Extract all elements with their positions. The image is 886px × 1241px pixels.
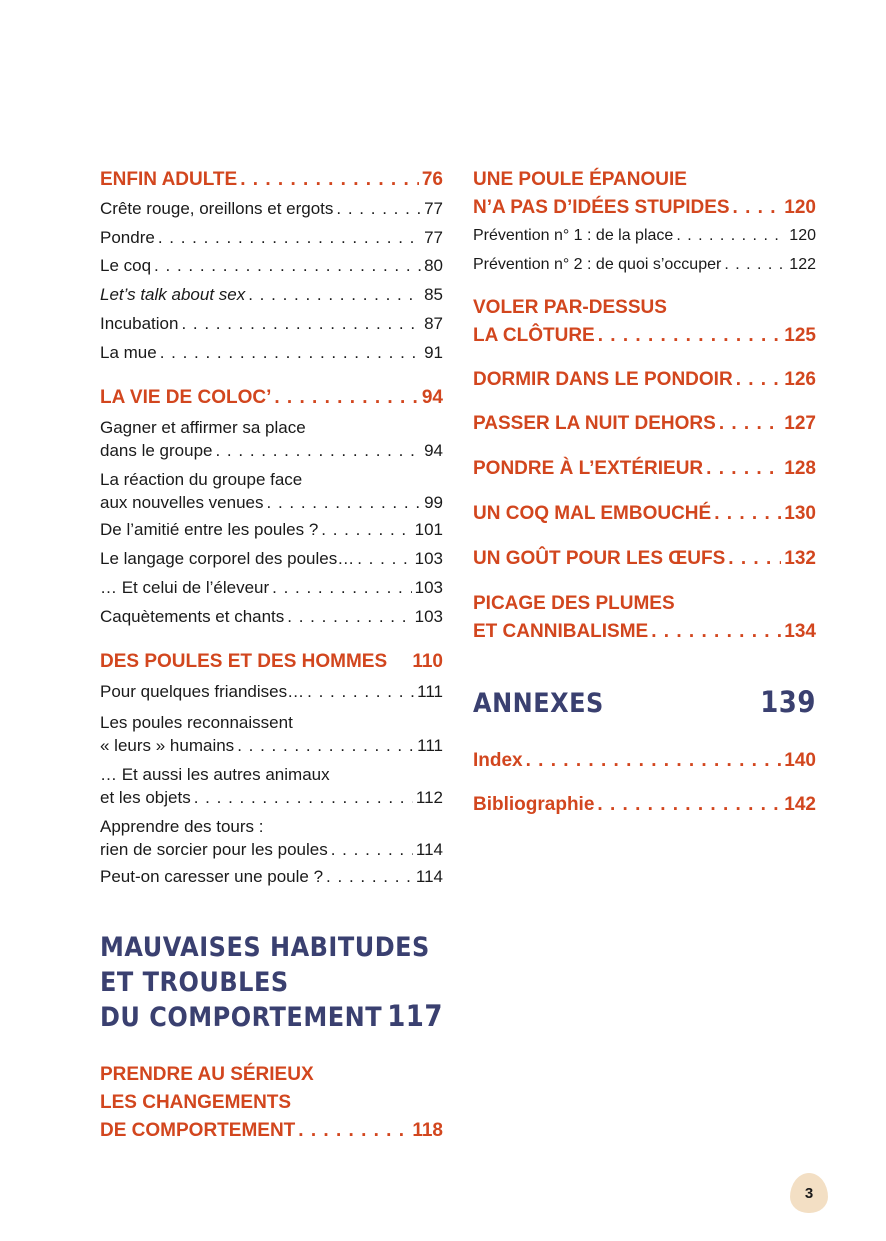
toc-entry[interactable] — [100, 281, 443, 310]
entry-title: Le coq — [100, 256, 152, 276]
toc-entry[interactable] — [100, 468, 443, 514]
entry-title: « leurs » humains — [100, 736, 235, 756]
page-number: 111 — [417, 736, 443, 756]
dot-leader — [298, 1117, 409, 1145]
section-title-line1: UNE POULE ÉPANOUIE — [473, 169, 687, 190]
toc-entry[interactable] — [100, 224, 443, 253]
page-number: 110 — [412, 650, 443, 672]
page-number: 112 — [415, 788, 443, 808]
entry-title: Let’s talk about sex — [100, 285, 246, 305]
entry-title-line1: Les poules reconnaissent — [100, 713, 293, 733]
section-poule-epanouie — [473, 166, 816, 222]
dot-leader — [181, 310, 421, 339]
section-poules-hommes — [100, 648, 443, 677]
entry-title: Pour quelques friandises… — [100, 682, 305, 702]
page-number: 142 — [784, 794, 816, 816]
entry-title: dans le groupe — [100, 441, 213, 461]
dot-leader — [728, 545, 781, 574]
page-number: 139 — [760, 685, 816, 720]
entry-title: Prévention n° 2 : de quoi s’occuper — [473, 255, 722, 273]
dot-leader — [357, 545, 411, 574]
toc-entry[interactable] — [473, 455, 816, 484]
entry-title: De l’amitié entre les poules ? — [100, 520, 319, 540]
page-number: 111 — [417, 682, 443, 702]
toc-entry[interactable] — [100, 711, 443, 757]
section-title: PASSER LA NUIT DEHORS — [473, 413, 716, 435]
toc-entry[interactable] — [473, 590, 816, 646]
dot-leader — [307, 678, 414, 707]
dot-leader — [274, 384, 418, 413]
section-title-line2: LA CLÔTURE — [473, 324, 595, 346]
section-voler — [473, 294, 816, 350]
entry-title: Caquètements et chants — [100, 606, 285, 626]
entry-title: Incubation — [100, 313, 179, 333]
section-prendre-au-serieux — [100, 1061, 443, 1145]
entry-title-line1: … Et aussi les autres animaux — [100, 765, 330, 785]
page-number: 127 — [784, 413, 816, 435]
toc-entry[interactable] — [100, 384, 443, 413]
toc-entry[interactable] — [473, 294, 816, 350]
dot-leader — [215, 439, 421, 462]
dot-leader — [321, 516, 411, 545]
page-number: 114 — [415, 867, 443, 887]
toc-entry[interactable] — [100, 166, 443, 195]
section-title: Bibliographie — [473, 794, 595, 816]
dot-leader — [651, 618, 781, 646]
section-enfin-adulte — [100, 166, 443, 195]
toc-entry[interactable] — [473, 791, 816, 820]
part-title-line1: MAUVAISES HABITUDES — [100, 931, 430, 963]
dot-leader — [736, 366, 782, 395]
toc-entry[interactable] — [473, 366, 816, 395]
dot-leader — [248, 281, 421, 310]
toc-left-column — [100, 166, 443, 1145]
page-number: 125 — [784, 324, 816, 346]
section-title: UN GOÛT POUR LES ŒUFS — [473, 547, 726, 569]
entry-title-line1: La réaction du groupe face — [100, 470, 303, 490]
section-title: UN COQ MAL EMBOUCHÉ — [473, 502, 712, 524]
part-title-line2: ET TROUBLES — [100, 966, 289, 998]
dot-leader — [326, 863, 413, 892]
toc-entry[interactable] — [100, 1061, 443, 1145]
toc-entry[interactable] — [100, 252, 443, 281]
toc-entry[interactable] — [100, 310, 443, 339]
page-number: 120 — [789, 227, 816, 244]
toc-entry[interactable] — [100, 195, 443, 224]
entry-title-line1: Apprendre des tours : — [100, 817, 264, 837]
section-title: LA VIE DE COLOC’ — [100, 386, 272, 408]
toc-entry[interactable] — [100, 603, 443, 632]
dot-leader — [272, 574, 411, 603]
section-pondre-exterieur — [473, 455, 816, 484]
page-number: 118 — [412, 1119, 443, 1141]
toc-entry[interactable] — [100, 574, 443, 603]
page-number: 117 — [387, 1000, 443, 1034]
dot-leader — [267, 491, 422, 514]
toc-entry[interactable] — [100, 516, 443, 545]
section-title-line2: ET CANNIBALISME — [473, 620, 649, 642]
dot-leader — [724, 251, 786, 280]
entry-title: La mue — [100, 342, 157, 362]
toc-entry[interactable] — [473, 545, 816, 574]
page-number: 77 — [424, 198, 443, 218]
toc-entry[interactable] — [100, 815, 443, 861]
page-number: 99 — [424, 493, 443, 513]
annex-index — [473, 747, 816, 776]
page-number: 87 — [424, 313, 443, 333]
toc-entry[interactable] — [100, 416, 443, 462]
toc-entry[interactable] — [473, 222, 816, 251]
dot-leader — [676, 222, 786, 251]
dot-leader — [526, 747, 782, 776]
entry-title: Crête rouge, oreillons et ergots — [100, 198, 334, 218]
section-gout-oeufs — [473, 545, 816, 574]
dot-leader — [194, 786, 413, 809]
section-passer-nuit — [473, 410, 816, 439]
dot-leader — [597, 791, 781, 820]
part-heading-annexes[interactable] — [473, 686, 816, 721]
part-title-line3: DU COMPORTEMENT — [100, 1001, 383, 1033]
section-title: Index — [473, 749, 523, 771]
page-number: 77 — [424, 227, 443, 247]
toc-entry[interactable] — [100, 648, 443, 677]
dot-leader — [733, 194, 782, 222]
page-number: 128 — [784, 458, 816, 480]
section-title-line1: PRENDRE AU SÉRIEUX — [100, 1063, 314, 1085]
section-title-line1: PICAGE DES PLUMES — [473, 592, 675, 614]
dot-leader — [719, 410, 781, 439]
section-title: DES POULES ET DES HOMMES — [100, 650, 388, 672]
section-dormir — [473, 366, 816, 395]
section-title-line1: VOLER PAR-DESSUS — [473, 296, 667, 318]
page-number: 103 — [414, 577, 443, 597]
toc-entry[interactable] — [473, 747, 816, 776]
section-coq-mal-embouche — [473, 500, 816, 529]
toc-entry[interactable] — [100, 678, 443, 707]
page-number: 103 — [414, 549, 443, 569]
page-number: 91 — [424, 342, 443, 362]
page-number: 76 — [421, 169, 443, 190]
page-number: 120 — [784, 197, 816, 218]
entry-title-line1: Gagner et affirmer sa place — [100, 418, 306, 438]
dot-leader — [598, 322, 782, 350]
page-number: 85 — [424, 285, 443, 305]
toc-entry[interactable] — [473, 500, 816, 529]
dot-leader — [714, 500, 781, 529]
toc-entry[interactable] — [473, 166, 816, 222]
toc-entry[interactable] — [473, 251, 816, 280]
page-number: 122 — [789, 255, 816, 273]
entry-title: Pondre — [100, 227, 155, 247]
page-number: 126 — [784, 368, 816, 390]
dot-leader — [154, 252, 421, 281]
entry-title: et les objets — [100, 788, 191, 808]
annex-bibliographie — [473, 791, 816, 820]
toc-entry[interactable] — [100, 339, 443, 368]
part-title: ANNEXES — [473, 686, 604, 719]
dot-leader — [336, 195, 421, 224]
section-title: DORMIR DANS LE PONDOIR — [473, 368, 733, 390]
page-number-badge — [790, 1173, 828, 1213]
entry-title: rien de sorcier pour les poules — [100, 840, 328, 860]
dot-leader — [331, 838, 413, 861]
dot-leader — [160, 339, 421, 368]
toc-entry[interactable] — [100, 545, 443, 574]
page-number: 103 — [414, 606, 443, 626]
page-number: 94 — [421, 386, 443, 408]
section-picage — [473, 590, 816, 646]
toc-entry[interactable] — [100, 763, 443, 809]
page-number: 140 — [784, 749, 816, 771]
entry-title: Peut-on caresser une poule ? — [100, 867, 324, 887]
part-heading-mauvaises-habitudes[interactable] — [100, 930, 443, 1035]
entry-title: Le langage corporel des poules… — [100, 549, 355, 569]
dot-leader — [240, 166, 419, 195]
dot-leader — [158, 224, 421, 253]
section-title-line2: N’A PAS D’IDÉES STUPIDES — [473, 197, 730, 218]
page-number: 114 — [415, 840, 443, 860]
page-number-text: 3 — [804, 1184, 814, 1202]
entry-title: … Et celui de l’éleveur — [100, 577, 270, 597]
section-title-line3: DE COMPORTEMENT — [100, 1119, 296, 1141]
section-title: PONDRE À L’EXTÉRIEUR — [473, 458, 704, 480]
section-title-line2: LES CHANGEMENTS — [100, 1091, 292, 1113]
page-number: 94 — [424, 441, 443, 461]
section-title: ENFIN ADULTE — [100, 169, 238, 190]
page-number: 132 — [784, 547, 816, 569]
dot-leader — [706, 455, 781, 484]
section-vie-coloc — [100, 384, 443, 413]
page-number: 101 — [414, 520, 443, 540]
page-number: 80 — [424, 256, 443, 276]
dot-leader — [237, 734, 414, 757]
page-number: 134 — [784, 620, 816, 642]
toc-entry[interactable] — [473, 410, 816, 439]
entry-title: Prévention n° 1 : de la place — [473, 227, 674, 244]
entry-title: aux nouvelles venues — [100, 493, 264, 513]
toc-entry[interactable] — [100, 863, 443, 892]
toc-right-column — [473, 166, 816, 820]
dot-leader — [287, 603, 411, 632]
page-number: 130 — [784, 502, 816, 524]
